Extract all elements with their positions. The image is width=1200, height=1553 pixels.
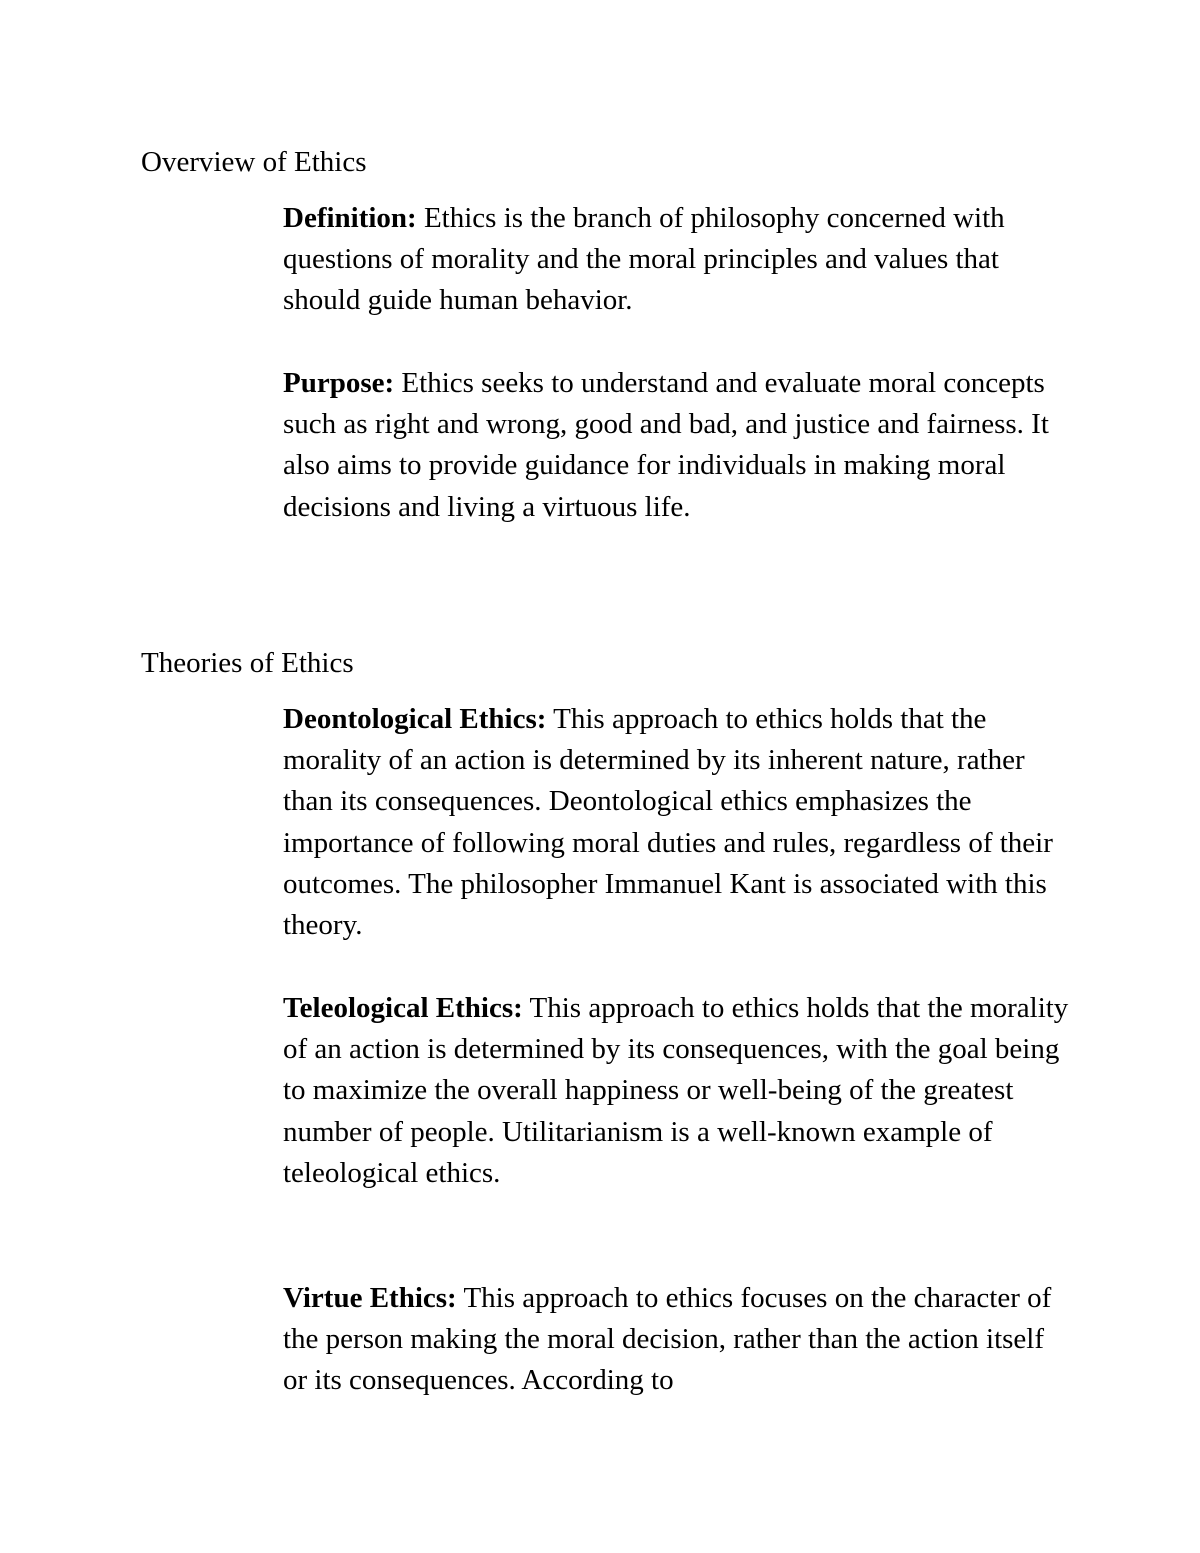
virtue-term: Virtue Ethics: [283,1282,457,1314]
virtue-text: This approach to ethics focuses on the character of the person making the moral decision, rather than the action itself or its consequences. According to [283,1282,1052,1397]
deontological-term: Deontological Ethics: [283,703,547,735]
definition-paragraph [283,198,1073,322]
purpose-paragraph [283,363,1073,528]
deontological-text: This approach to ethics holds that the morality of an action is determined by its inherent nature, rather than its consequences. Deontological ethics emphasizes the importance of following moral duties and rules, regardless of their outcomes. The philosopher Immanuel Kant is associated with this theory. [283,703,1053,942]
teleological-paragraph [283,988,1073,1194]
teleological-text: This approach to ethics holds that the morality of an action is determined by its consequences, with the goal being to maximize the overall happiness or well-being of the greatest number of people. Utilitarianism is a well-known example of teleological ethics. [283,992,1069,1189]
section-heading-theories: Theories of Ethics [141,647,354,679]
purpose-text: Ethics seeks to understand and evaluate moral concepts such as right and wrong, good and bad, and justice and fairness. It also aims to provide guidance for individuals in making moral decisions and living a virtuous life. [283,367,1049,523]
deontological-paragraph [283,699,1073,946]
section-heading-overview: Overview of Ethics [141,146,367,178]
purpose-term: Purpose: [283,367,395,399]
definition-text: Ethics is the branch of philosophy concerned with questions of morality and the moral principles and values that should guide human behavior. [283,202,1005,317]
virtue-paragraph [283,1278,1073,1402]
definition-term: Definition: [283,202,417,234]
teleological-term: Teleological Ethics: [283,992,523,1024]
